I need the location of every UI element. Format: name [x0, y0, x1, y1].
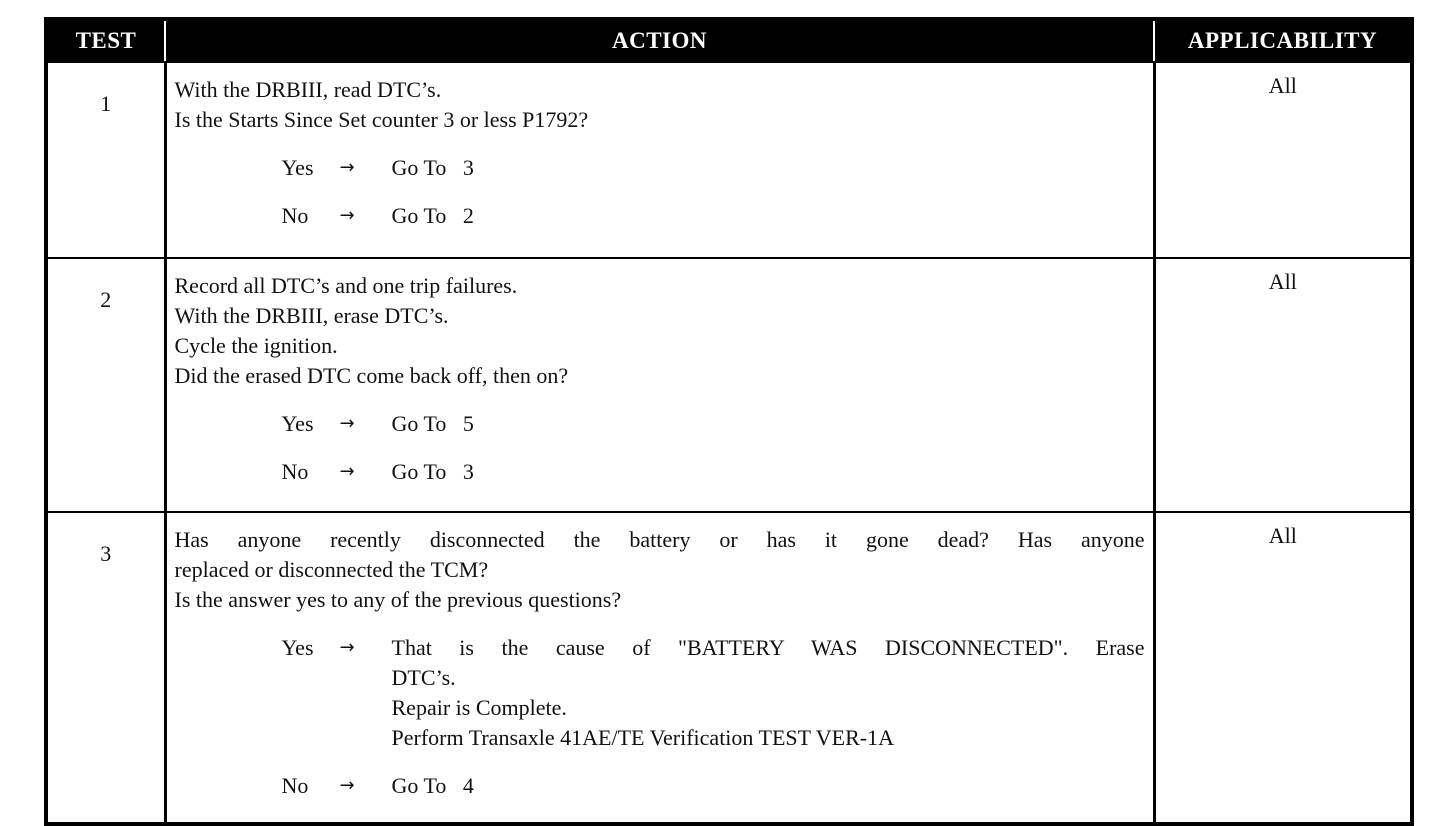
no-label: No: [281, 459, 309, 484]
question-line: Did the erased DTC come back off, then on?: [174, 363, 569, 388]
no-result: [392, 201, 1145, 231]
applicability-cell: [1154, 258, 1412, 512]
table-row: [46, 62, 1412, 258]
arrow-right-icon: →: [339, 461, 355, 482]
result-line: Go To 2: [391, 203, 474, 228]
no-result: [392, 457, 1145, 487]
no-outcome: [282, 457, 1145, 487]
result-line: Repair is Complete.: [391, 695, 567, 720]
table-row: [46, 258, 1412, 512]
test-number-cell: [46, 512, 165, 824]
question-line: With the DRBIII, erase DTC’s.: [174, 303, 449, 328]
test-number: 3: [100, 541, 112, 566]
question-line: Cycle the ignition.: [174, 333, 338, 358]
table-row: [46, 512, 1412, 824]
test-number: 1: [100, 91, 112, 116]
question-line: With the DRBIII, read DTC’s.: [174, 77, 442, 102]
applicability-cell: [1154, 62, 1412, 258]
result-line: That is the cause of "BATTERY WAS DISCONNECTED". Erase: [391, 635, 1145, 660]
question-line: Record all DTC’s and one trip failures.: [174, 273, 518, 298]
action-cell: [165, 512, 1154, 824]
arrow-right-icon: →: [339, 413, 355, 434]
result-line: Go To 4: [391, 773, 474, 798]
test-number: 2: [100, 287, 112, 312]
applicability-value: All: [1268, 73, 1297, 98]
no-label: No: [281, 773, 309, 798]
yes-outcome: [282, 153, 1145, 183]
diagnostic-test-table: [44, 17, 1414, 826]
yes-result: [392, 153, 1145, 183]
result-line: Perform Transaxle 41AE/TE Verification TEST VER-1A: [391, 725, 894, 750]
applicability-value: All: [1268, 523, 1297, 548]
yes-result: [392, 633, 1145, 753]
header-applicability: APPLICABILITY: [1154, 19, 1412, 62]
test-number-cell: [46, 62, 165, 258]
result-line: Go To 3: [391, 459, 474, 484]
arrow-right-icon: →: [339, 205, 355, 226]
action-cell: [165, 62, 1154, 258]
arrow-right-icon: →: [339, 637, 355, 658]
result-line: DTC’s.: [391, 665, 456, 690]
question-line: Has anyone recently disconnected the battery or has it gone dead? Has anyone: [174, 527, 1145, 552]
applicability-value: All: [1268, 269, 1297, 294]
no-outcome: [282, 201, 1145, 231]
yes-outcome: [282, 409, 1145, 439]
result-line: Go To 5: [391, 411, 474, 436]
arrow-right-icon: →: [339, 775, 355, 796]
header-action: ACTION: [165, 19, 1154, 62]
result-line: Go To 3: [391, 155, 474, 180]
arrow-right-icon: →: [339, 157, 355, 178]
table-header-row: [46, 19, 1412, 62]
no-result: [392, 771, 1145, 801]
test-number-cell: [46, 258, 165, 512]
yes-label: Yes: [281, 411, 314, 436]
question-line: replaced or disconnected the TCM?: [174, 557, 489, 582]
action-cell: [165, 258, 1154, 512]
header-test: TEST: [46, 19, 165, 62]
no-label: No: [281, 203, 309, 228]
yes-outcome: [282, 633, 1145, 753]
yes-result: [392, 409, 1145, 439]
yes-label: Yes: [281, 155, 314, 180]
yes-label: Yes: [281, 635, 314, 660]
question-line: Is the Starts Since Set counter 3 or less P1792?: [174, 107, 589, 132]
question-line: Is the answer yes to any of the previous questions?: [174, 587, 622, 612]
no-outcome: [282, 771, 1145, 801]
applicability-cell: [1154, 512, 1412, 824]
